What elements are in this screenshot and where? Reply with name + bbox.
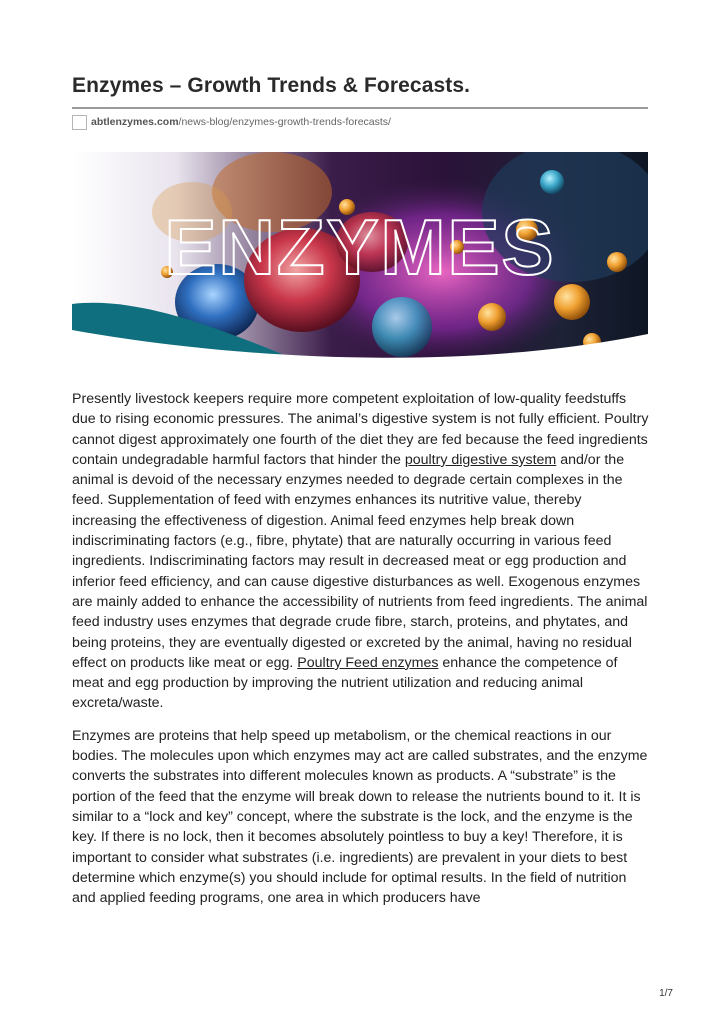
poultry-feed-enzymes-link[interactable]: Poultry Feed enzymes [297,654,439,671]
article-body [72,389,650,920]
page-title: Enzymes – Growth Trends & Forecasts. [72,74,471,97]
source-domain[interactable]: abtlenzymes.com [91,116,179,128]
hero-image [72,152,648,374]
poultry-digestive-system-link[interactable]: poultry digestive system [404,451,557,468]
paragraph-1-text-a: Presently livestock keepers require more competent exploitation of low-quality feedstuffs due to rising economic pressures. The animal’s digestive system is not fully efficient. Poultry cannot digest approximately one fourth of the diet they are fed because the feed ingredients contain undegradable harmful factors that hinder the [72,391,649,468]
favicon-placeholder-icon [72,115,87,130]
source-link[interactable] [72,114,391,130]
page-number: 1/7 [659,988,673,999]
paragraph-2: Enzymes are proteins that help speed up metabolism, or the chemical reactions in our bodies. The molecules upon which enzymes may act are called substrates, and the enzyme converts the substrates into different molecules known as products. A “substrate” is the portion of the feed that the enzyme will break down to release the nutrients bound to it. It is similar to a “lock and key” concept, where the substrate is the lock, and the enzyme is the key. If there is no lock, then it becomes absolutely pointless to buy a key! Therefore, it is important to consider what substrates (i.e. ingredients) are prevalent in your diets to best determine which enzyme(s) you should include for optimal results. In the field of nutrition and applied feeding programs, one area in which producers have [72,727,648,907]
paragraph-1 [72,389,650,714]
hero-word: ENZYMES [164,203,556,291]
source-path[interactable]: /news-blog/enzymes-growth-trends-forecasts/ [178,116,391,128]
paragraph-1-text-c: enhance the competence of meat and egg production by improving the nutrient utilization and reducing animal excreta/waste. [72,654,618,712]
paragraph-1-text-b: and/or the animal is devoid of the necessary enzymes needed to degrade certain complexes in the feed. Supplementation of feed with enzymes enhances its nutritive value, thereby increasing the effectiveness of digestion. Animal feed enzymes help break down indiscriminating factors (e.g., fibre, phytate) that are naturally occurring in various feed ingredients. Indiscriminating factors may result in decreased meat or egg production and inferior feed efficiency, and can cause digestive disturbances as well. Exogenous enzymes are mainly added to enhance the accessibility of nutrients from feed ingredients. The animal feed industry uses enzymes that degrade crude fibre, starch, proteins, and phytates, and being proteins, they are eventually digested or excreted by the animal, having no residual effect on products like meat or egg. [72,451,648,671]
title-divider [72,107,648,109]
